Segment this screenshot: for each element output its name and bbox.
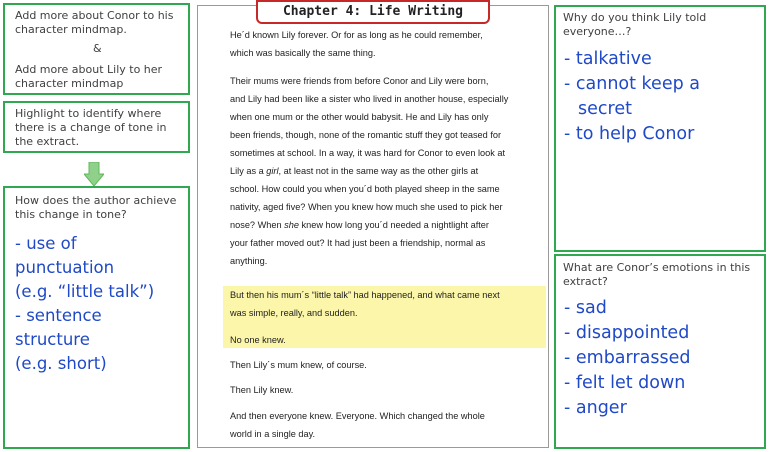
text-span: knew how long you´d needed a nightlight after — [298, 220, 489, 230]
task-text: character mindmap. — [15, 23, 127, 36]
extract-paragraph — [230, 381, 293, 399]
task-text: character mindmap — [15, 77, 124, 90]
extract-line: Their mums were friends from before Conor and Lily were born, — [230, 76, 489, 86]
italic-word: she — [284, 220, 299, 230]
question-box-emotions — [554, 254, 766, 449]
extract-line: Then Lily´s mum knew, of course. — [230, 360, 367, 370]
question-text: extract? — [563, 275, 608, 288]
answer-line: punctuation — [15, 258, 115, 277]
extract-line: your father moved out? It had just been a friendship, normal as — [230, 238, 486, 248]
extract-paragraph-highlighted — [230, 331, 286, 349]
question-text: this change in tone? — [15, 208, 127, 221]
task-box-tone — [3, 186, 190, 449]
text-span: , at least not in the same way as the other girls at — [278, 166, 479, 176]
answer-line: - disappointed — [564, 323, 690, 343]
answer-line: - use of — [15, 234, 77, 253]
extract-line: No one knew. — [230, 335, 286, 345]
question-box-lily — [554, 5, 766, 252]
question-text: Why do you think Lily told — [563, 11, 707, 24]
extract-line: He´d known Lily forever. Or for as long as he could remember, — [230, 30, 483, 40]
extract-paragraph — [230, 26, 483, 62]
task-text: Highlight to identify where — [15, 107, 162, 120]
extract-paragraph — [230, 356, 367, 374]
task-text: there is a change of tone in — [15, 121, 167, 134]
question-text: How does the author achieve — [15, 194, 177, 207]
handwritten-answer — [564, 47, 700, 147]
answer-line: - cannot keep a — [564, 74, 700, 94]
extract-page — [197, 5, 549, 448]
answer-line: - to help Conor — [564, 124, 695, 144]
answer-line: secret — [578, 99, 632, 119]
task-text: the extract. — [15, 135, 80, 148]
handwritten-answer — [564, 296, 690, 421]
extract-line: sometimes at school. In a way, it was hard for Conor to even look at — [230, 148, 506, 158]
answer-line: - talkative — [564, 49, 652, 69]
extract-line: Then Lily knew. — [230, 385, 294, 395]
task-box-highlight — [3, 101, 190, 153]
extract-line: been friends, though, none of the romantic stuff they got teased for — [230, 130, 502, 140]
extract-line: and Lily had been like a sister who lived in another house, especially — [230, 94, 509, 104]
extract-line: school. How could you when you´d both played sheep in the same — [230, 184, 500, 194]
extract-line: when one mum or the other would babysit. He and Lily has only — [230, 112, 489, 122]
extract-line: which was basically the same thing. — [230, 48, 376, 58]
down-arrow-icon — [84, 162, 104, 186]
extract-line: And then everyone knew. Everyone. Which changed the whole — [230, 411, 485, 421]
question-text: everyone…? — [563, 25, 632, 38]
extract-paragraph — [230, 72, 508, 270]
text-span: Lily as a — [230, 166, 267, 176]
extract-line: anything. — [230, 256, 268, 266]
question-text: What are Conor’s emotions in this — [563, 261, 751, 274]
italic-word: girl — [266, 166, 279, 176]
extract-paragraph-highlighted — [230, 286, 500, 322]
answer-line: - anger — [564, 398, 627, 418]
extract-line — [230, 216, 508, 234]
extract-line: was simple, really, and sudden. — [230, 308, 358, 318]
ampersand: & — [93, 42, 102, 55]
text-span: nose? When — [230, 220, 285, 230]
extract-paragraph — [230, 407, 485, 443]
extract-line: world in a single day. — [230, 429, 316, 439]
answer-line: structure — [15, 330, 90, 349]
extract-line — [230, 162, 508, 180]
task-text: Add more about Conor to his — [15, 9, 174, 22]
answer-line: - sentence — [15, 306, 102, 325]
answer-line: (e.g. short) — [15, 354, 107, 373]
extract-line: nativity, aged five? When you knew how much she used to pick her — [230, 202, 503, 212]
answer-line: - felt let down — [564, 373, 686, 393]
chapter-title: Chapter 4: Life Writing — [256, 0, 490, 24]
answer-line: - embarrassed — [564, 348, 691, 368]
extract-line: But then his mum´s “little talk” had happened, and what came next — [230, 290, 500, 300]
task-text: Add more about Lily to her — [15, 63, 163, 76]
handwritten-answer — [15, 232, 154, 376]
task-box-mindmap — [3, 3, 190, 95]
answer-line: (e.g. “little talk”) — [15, 282, 155, 301]
answer-line: - sad — [564, 298, 607, 318]
